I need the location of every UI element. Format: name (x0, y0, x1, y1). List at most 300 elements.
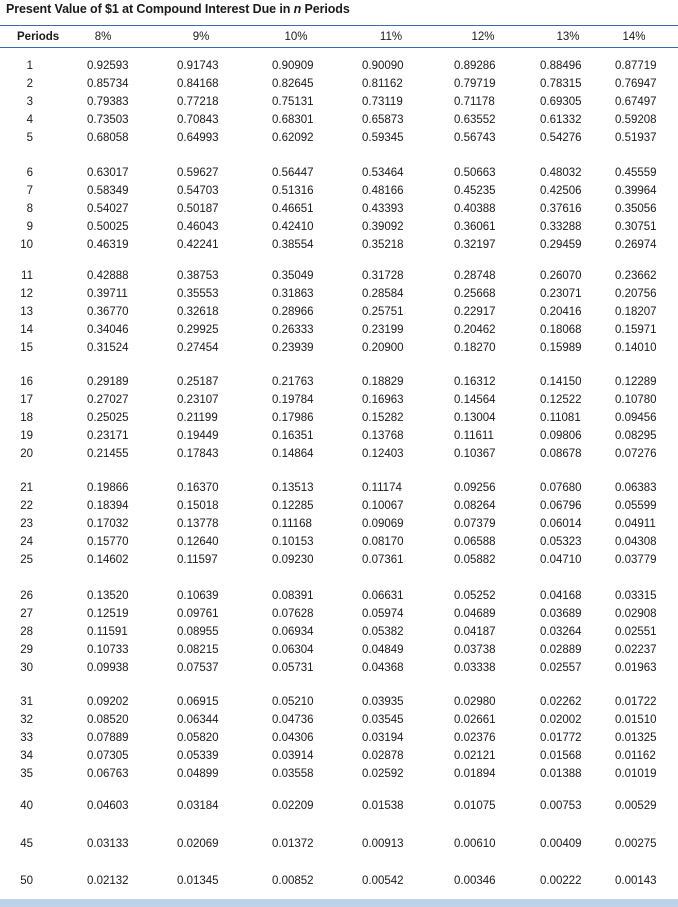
pv-factor-cell: 0.15770 (87, 536, 129, 548)
pv-factor-cell: 0.67497 (615, 96, 657, 108)
pv-factor-cell: 0.01325 (615, 732, 657, 744)
pv-factor-cell: 0.18394 (87, 500, 129, 512)
pv-factor-cell: 0.03133 (87, 838, 129, 850)
pv-factor-cell: 0.88496 (540, 60, 582, 72)
period-cell: 4 (26, 114, 33, 126)
pv-factor-cell: 0.56447 (272, 167, 314, 179)
period-cell: 16 (20, 376, 33, 388)
pv-factor-cell: 0.06934 (272, 626, 314, 638)
pv-factor-cell: 0.90090 (362, 60, 404, 72)
pv-factor-cell: 0.03779 (615, 554, 657, 566)
pv-factor-cell: 0.23071 (540, 288, 582, 300)
pv-factor-cell: 0.03194 (362, 732, 404, 744)
pv-factor-cell: 0.63552 (454, 114, 496, 126)
period-cell: 22 (20, 500, 33, 512)
pv-factor-cell: 0.17843 (177, 448, 219, 460)
period-cell: 24 (20, 536, 33, 548)
pv-factor-cell: 0.15971 (615, 324, 657, 336)
title-variable: n (293, 2, 302, 16)
period-cell: 8 (26, 203, 33, 215)
pv-factor-cell: 0.35218 (362, 239, 404, 251)
pv-factor-cell: 0.06915 (177, 696, 219, 708)
pv-factor-cell: 0.25751 (362, 306, 404, 318)
pv-factor-cell: 0.28584 (362, 288, 404, 300)
pv-factor-cell: 0.00913 (362, 838, 404, 850)
pv-factor-cell: 0.54027 (87, 203, 129, 215)
pv-factor-cell: 0.12640 (177, 536, 219, 548)
pv-factor-cell: 0.03914 (272, 750, 314, 762)
pv-factor-cell: 0.05731 (272, 662, 314, 674)
pv-factor-cell: 0.09069 (362, 518, 404, 530)
pv-factor-cell: 0.05974 (362, 608, 404, 620)
pv-factor-cell: 0.51316 (272, 185, 314, 197)
period-cell: 7 (26, 185, 33, 197)
pv-factor-cell: 0.01345 (177, 875, 219, 887)
pv-factor-cell: 0.84168 (177, 78, 219, 90)
pv-factor-cell: 0.75131 (272, 96, 314, 108)
pv-factor-cell: 0.21455 (87, 448, 129, 460)
pv-factor-cell: 0.04308 (615, 536, 657, 548)
pv-factor-cell: 0.11597 (177, 554, 218, 566)
pv-factor-cell: 0.62092 (272, 132, 314, 144)
pv-factor-cell: 0.03338 (454, 662, 496, 674)
pv-factor-cell: 0.12289 (615, 376, 657, 388)
pv-factor-cell: 0.07537 (177, 662, 219, 674)
column-header-rate: 8% (94, 31, 112, 43)
pv-factor-cell: 0.00610 (454, 838, 496, 850)
pv-factor-cell: 0.53464 (362, 167, 404, 179)
pv-factor-cell: 0.61332 (540, 114, 582, 126)
pv-factor-cell: 0.27027 (87, 394, 129, 406)
pv-factor-cell: 0.04736 (272, 714, 314, 726)
pv-factor-cell: 0.46651 (272, 203, 314, 215)
pv-factor-cell: 0.08295 (615, 430, 657, 442)
pv-factor-cell: 0.13768 (362, 430, 404, 442)
pv-factor-cell: 0.78315 (540, 78, 582, 90)
pv-factor-cell: 0.08170 (362, 536, 404, 548)
pv-factor-cell: 0.46319 (87, 239, 129, 251)
period-cell: 9 (26, 221, 33, 233)
pv-factor-cell: 0.06763 (87, 768, 129, 780)
pv-factor-cell: 0.51937 (615, 132, 657, 144)
pv-factor-cell: 0.63017 (87, 167, 129, 179)
pv-factor-cell: 0.73119 (362, 96, 403, 108)
pv-factor-cell: 0.07628 (272, 608, 314, 620)
period-cell: 14 (20, 324, 33, 336)
pv-factor-cell: 0.05323 (540, 536, 582, 548)
pv-factor-cell: 0.01510 (615, 714, 657, 726)
pv-factor-cell: 0.14602 (87, 554, 129, 566)
pv-factor-cell: 0.19449 (177, 430, 219, 442)
pv-factor-cell: 0.03315 (615, 590, 657, 602)
pv-factor-cell: 0.07889 (87, 732, 129, 744)
pv-factor-cell: 0.02262 (540, 696, 582, 708)
pv-factor-cell: 0.20756 (615, 288, 657, 300)
period-cell: 3 (26, 96, 33, 108)
pv-factor-cell: 0.04689 (454, 608, 496, 620)
pv-factor-cell: 0.14864 (272, 448, 314, 460)
period-cell: 6 (26, 167, 33, 179)
pv-factor-cell: 0.45559 (615, 167, 657, 179)
pv-factor-cell: 0.08520 (87, 714, 129, 726)
pv-factor-cell: 0.35553 (177, 288, 219, 300)
period-cell: 17 (20, 394, 33, 406)
pv-factor-cell: 0.07379 (454, 518, 496, 530)
pv-factor-cell: 0.17986 (272, 412, 314, 424)
pv-factor-cell: 0.42241 (177, 239, 219, 251)
pv-factor-cell: 0.23199 (362, 324, 404, 336)
pv-factor-cell: 0.05599 (615, 500, 657, 512)
pv-factor-cell: 0.07276 (615, 448, 657, 460)
pv-factor-cell: 0.04603 (87, 800, 129, 812)
pv-factor-cell: 0.07680 (540, 482, 582, 494)
period-cell: 28 (20, 626, 33, 638)
pv-factor-cell: 0.01372 (272, 838, 314, 850)
pv-factor-cell: 0.43393 (362, 203, 404, 215)
pv-factor-cell: 0.68301 (272, 114, 314, 126)
pv-factor-cell: 0.11081 (540, 412, 581, 424)
pv-factor-cell: 0.20416 (540, 306, 582, 318)
period-cell: 10 (20, 239, 33, 251)
pv-factor-cell: 0.08264 (454, 500, 496, 512)
column-header-periods: Periods (17, 31, 60, 43)
pv-factor-cell: 0.36770 (87, 306, 129, 318)
pv-factor-cell: 0.79383 (87, 96, 129, 108)
pv-factor-cell: 0.02889 (540, 644, 582, 656)
pv-factor-cell: 0.10153 (272, 536, 314, 548)
pv-factor-cell: 0.39092 (362, 221, 404, 233)
pv-factor-cell: 0.18829 (362, 376, 404, 388)
pv-factor-cell: 0.82645 (272, 78, 314, 90)
pv-factor-cell: 0.15989 (540, 342, 582, 354)
pv-factor-cell: 0.20462 (454, 324, 496, 336)
pv-factor-cell: 0.12403 (362, 448, 404, 460)
pv-factor-cell: 0.02908 (615, 608, 657, 620)
pv-factor-cell: 0.00529 (615, 800, 657, 812)
pv-factor-cell: 0.59345 (362, 132, 404, 144)
pv-factor-cell: 0.77218 (177, 96, 219, 108)
pv-factor-cell: 0.06304 (272, 644, 314, 656)
pv-factor-cell: 0.03558 (272, 768, 314, 780)
pv-factor-cell: 0.06588 (454, 536, 496, 548)
pv-factor-cell: 0.38753 (177, 270, 219, 282)
pv-factor-cell: 0.59627 (177, 167, 219, 179)
pv-factor-cell: 0.03689 (540, 608, 582, 620)
pv-factor-cell: 0.09256 (454, 482, 496, 494)
pv-factor-cell: 0.50025 (87, 221, 129, 233)
pv-factor-cell: 0.00346 (454, 875, 496, 887)
pv-factor-cell: 0.90909 (272, 60, 314, 72)
pv-factor-cell: 0.65873 (362, 114, 404, 126)
pv-factor-cell: 0.50663 (454, 167, 496, 179)
pv-factor-cell: 0.01568 (540, 750, 582, 762)
pv-factor-cell: 0.10780 (615, 394, 657, 406)
pv-factor-cell: 0.01019 (615, 768, 657, 780)
pv-factor-cell: 0.31728 (362, 270, 404, 282)
pv-factor-cell: 0.26333 (272, 324, 314, 336)
title-text-after: Periods (301, 2, 350, 16)
pv-factor-cell: 0.46043 (177, 221, 219, 233)
pv-factor-cell: 0.69305 (540, 96, 582, 108)
period-cell: 15 (20, 342, 33, 354)
period-cell: 26 (20, 590, 33, 602)
pv-factor-cell: 0.04368 (362, 662, 404, 674)
pv-factor-cell: 0.09938 (87, 662, 129, 674)
pv-factor-cell: 0.10067 (362, 500, 404, 512)
period-cell: 21 (20, 482, 33, 494)
period-cell: 45 (20, 838, 33, 850)
pv-factor-cell: 0.04899 (177, 768, 219, 780)
pv-factor-cell: 0.22917 (454, 306, 496, 318)
pv-factor-cell: 0.06796 (540, 500, 582, 512)
period-cell: 30 (20, 662, 33, 674)
pv-factor-cell: 0.54276 (540, 132, 582, 144)
header-bottom-rule (0, 47, 678, 48)
period-cell: 23 (20, 518, 33, 530)
pv-factor-cell: 0.00143 (615, 875, 657, 887)
pv-factor-cell: 0.14564 (454, 394, 496, 406)
pv-factor-cell: 0.01162 (615, 750, 656, 762)
period-cell: 1 (26, 60, 33, 72)
pv-factor-cell: 0.39964 (615, 185, 657, 197)
pv-factor-cell: 0.10367 (454, 448, 496, 460)
pv-factor-cell: 0.09806 (540, 430, 582, 442)
period-cell: 32 (20, 714, 33, 726)
pv-factor-cell: 0.03935 (362, 696, 404, 708)
pv-factor-cell: 0.29189 (87, 376, 129, 388)
pv-factor-cell: 0.03545 (362, 714, 404, 726)
pv-factor-cell: 0.45235 (454, 185, 496, 197)
pv-factor-cell: 0.91743 (177, 60, 219, 72)
pv-factor-cell: 0.36061 (454, 221, 496, 233)
pv-factor-cell: 0.02557 (540, 662, 582, 674)
pv-factor-cell: 0.10733 (87, 644, 129, 656)
pv-factor-cell: 0.00222 (540, 875, 582, 887)
pv-factor-cell: 0.79719 (454, 78, 496, 90)
table-title (6, 2, 350, 16)
pv-factor-cell: 0.48166 (362, 185, 404, 197)
pv-factor-cell: 0.03184 (177, 800, 219, 812)
pv-factor-cell: 0.03738 (454, 644, 496, 656)
title-text-before: Present Value of $1 at Compound Interest Due in (6, 2, 294, 16)
pv-factor-cell: 0.08678 (540, 448, 582, 460)
pv-factor-cell: 0.02121 (454, 750, 496, 762)
pv-factor-cell: 0.05882 (454, 554, 496, 566)
pv-factor-cell: 0.50187 (177, 203, 219, 215)
period-cell: 5 (26, 132, 33, 144)
pv-factor-cell: 0.02551 (615, 626, 657, 638)
pv-factor-cell: 0.00852 (272, 875, 314, 887)
pv-factor-cell: 0.01075 (454, 800, 496, 812)
period-cell: 33 (20, 732, 33, 744)
period-cell: 29 (20, 644, 33, 656)
pv-factor-cell: 0.25025 (87, 412, 129, 424)
pv-factor-cell: 0.00275 (615, 838, 657, 850)
pv-factor-cell: 0.01772 (540, 732, 582, 744)
pv-factor-cell: 0.42506 (540, 185, 582, 197)
column-header-rate: 10% (284, 31, 308, 43)
pv-factor-cell: 0.12522 (540, 394, 582, 406)
pv-factor-cell: 0.04710 (540, 554, 582, 566)
pv-factor-cell: 0.71178 (454, 96, 495, 108)
pv-factor-cell: 0.09761 (177, 608, 219, 620)
pv-factor-cell: 0.42410 (272, 221, 314, 233)
pv-factor-cell: 0.68058 (87, 132, 129, 144)
pv-factor-cell: 0.08391 (272, 590, 314, 602)
period-cell: 27 (20, 608, 33, 620)
pv-factor-cell: 0.01963 (615, 662, 657, 674)
pv-factor-cell: 0.20900 (362, 342, 404, 354)
period-cell: 11 (21, 270, 33, 282)
period-cell: 13 (20, 306, 33, 318)
pv-factor-cell: 0.34046 (87, 324, 129, 336)
pv-factor-cell: 0.27454 (177, 342, 219, 354)
pv-factor-cell: 0.40388 (454, 203, 496, 215)
pv-factor-cell: 0.87719 (615, 60, 657, 72)
pv-factor-cell: 0.00542 (362, 875, 404, 887)
pv-factor-cell: 0.92593 (87, 60, 129, 72)
pv-factor-cell: 0.04911 (615, 518, 656, 530)
pv-factor-cell: 0.38554 (272, 239, 314, 251)
pv-factor-cell: 0.10639 (177, 590, 219, 602)
pv-factor-cell: 0.02661 (454, 714, 496, 726)
pv-factor-cell: 0.23107 (177, 394, 219, 406)
pv-factor-cell: 0.06631 (362, 590, 404, 602)
pv-factor-cell: 0.13004 (454, 412, 496, 424)
column-header-rate: 11% (379, 31, 403, 43)
pv-factor-cell: 0.35056 (615, 203, 657, 215)
pv-factor-cell: 0.25668 (454, 288, 496, 300)
pv-factor-cell: 0.31524 (87, 342, 129, 354)
pv-factor-cell: 0.11168 (272, 518, 312, 530)
pv-factor-cell: 0.02002 (540, 714, 582, 726)
pv-factor-cell: 0.23171 (87, 430, 129, 442)
period-cell: 25 (20, 554, 33, 566)
pv-factor-cell: 0.26974 (615, 239, 657, 251)
pv-factor-cell: 0.16963 (362, 394, 404, 406)
column-header-rate: 14% (622, 31, 646, 43)
pv-factor-cell: 0.05252 (454, 590, 496, 602)
pv-factor-cell: 0.04306 (272, 732, 314, 744)
pv-factor-cell: 0.08955 (177, 626, 219, 638)
pv-factor-cell: 0.19866 (87, 482, 129, 494)
period-cell: 34 (20, 750, 33, 762)
pv-factor-cell: 0.02069 (177, 838, 219, 850)
pv-factor-cell: 0.15282 (362, 412, 404, 424)
pv-factor-cell: 0.13513 (272, 482, 314, 494)
pv-factor-cell: 0.08215 (177, 644, 219, 656)
bottom-bar (0, 899, 678, 907)
pv-factor-cell: 0.07305 (87, 750, 129, 762)
pv-factor-cell: 0.01538 (362, 800, 404, 812)
pv-factor-cell: 0.12285 (272, 500, 314, 512)
pv-factor-cell: 0.85734 (87, 78, 129, 90)
pv-factor-cell: 0.11174 (362, 482, 402, 494)
pv-factor-cell: 0.02878 (362, 750, 404, 762)
pv-factor-cell: 0.11591 (87, 626, 128, 638)
pv-factor-cell: 0.76947 (615, 78, 657, 90)
pv-factor-cell: 0.81162 (362, 78, 403, 90)
pv-factor-cell: 0.28966 (272, 306, 314, 318)
pv-factor-cell: 0.37616 (540, 203, 582, 215)
pv-factor-cell: 0.15018 (177, 500, 219, 512)
pv-factor-cell: 0.05382 (362, 626, 404, 638)
pv-factor-cell: 0.73503 (87, 114, 129, 126)
period-cell: 12 (20, 288, 33, 300)
pv-factor-cell: 0.03264 (540, 626, 582, 638)
pv-factor-cell: 0.16370 (177, 482, 219, 494)
pv-factor-cell: 0.00409 (540, 838, 582, 850)
pv-factor-cell: 0.23662 (615, 270, 657, 282)
pv-factor-cell: 0.09230 (272, 554, 314, 566)
period-cell: 19 (20, 430, 33, 442)
column-header-rate: 13% (556, 31, 580, 43)
pv-factor-cell: 0.21763 (272, 376, 314, 388)
column-header-rate: 12% (471, 31, 495, 43)
pv-factor-cell: 0.32197 (454, 239, 496, 251)
period-cell: 20 (20, 448, 33, 460)
pv-factor-cell: 0.31863 (272, 288, 314, 300)
pv-factor-cell: 0.00753 (540, 800, 582, 812)
pv-factor-cell: 0.19784 (272, 394, 314, 406)
pv-factor-cell: 0.05210 (272, 696, 314, 708)
header-top-rule (0, 25, 678, 26)
pv-factor-cell: 0.89286 (454, 60, 496, 72)
pv-factor-cell: 0.01388 (540, 768, 582, 780)
pv-factor-cell: 0.54703 (177, 185, 219, 197)
pv-factor-cell: 0.70843 (177, 114, 219, 126)
pv-factor-cell: 0.01894 (454, 768, 496, 780)
pv-factor-cell: 0.01722 (615, 696, 657, 708)
pv-factor-cell: 0.14010 (615, 342, 657, 354)
period-cell: 35 (20, 768, 33, 780)
pv-factor-cell: 0.04187 (454, 626, 496, 638)
pv-factor-cell: 0.28748 (454, 270, 496, 282)
pv-factor-cell: 0.02237 (615, 644, 657, 656)
pv-factor-cell: 0.35049 (272, 270, 314, 282)
pv-factor-cell: 0.06383 (615, 482, 657, 494)
pv-factor-cell: 0.09202 (87, 696, 129, 708)
pv-factor-cell: 0.48032 (540, 167, 582, 179)
pv-factor-cell: 0.16351 (272, 430, 314, 442)
period-cell: 40 (20, 800, 33, 812)
pv-factor-cell: 0.39711 (87, 288, 128, 300)
pv-factor-cell: 0.07361 (362, 554, 404, 566)
column-header-rate: 9% (192, 31, 210, 43)
pv-factor-cell: 0.29459 (540, 239, 582, 251)
period-cell: 31 (20, 696, 33, 708)
pv-factor-cell: 0.17032 (87, 518, 129, 530)
period-cell: 2 (26, 78, 33, 90)
pv-factor-cell: 0.11611 (454, 430, 494, 442)
pv-factor-cell: 0.33288 (540, 221, 582, 233)
pv-factor-cell: 0.06014 (540, 518, 582, 530)
pv-factor-cell: 0.25187 (177, 376, 219, 388)
pv-factor-cell: 0.29925 (177, 324, 219, 336)
pv-factor-cell: 0.14150 (540, 376, 582, 388)
pv-factor-cell: 0.26070 (540, 270, 582, 282)
pv-factor-cell: 0.04849 (362, 644, 404, 656)
pv-factor-cell: 0.32618 (177, 306, 219, 318)
period-cell: 18 (20, 412, 33, 424)
pv-factor-cell: 0.09456 (615, 412, 657, 424)
pv-factor-cell: 0.23939 (272, 342, 314, 354)
pv-factor-cell: 0.05820 (177, 732, 219, 744)
pv-factor-cell: 0.02209 (272, 800, 314, 812)
pv-factor-cell: 0.21199 (177, 412, 218, 424)
pv-factor-cell: 0.05339 (177, 750, 219, 762)
pv-factor-cell: 0.13520 (87, 590, 129, 602)
